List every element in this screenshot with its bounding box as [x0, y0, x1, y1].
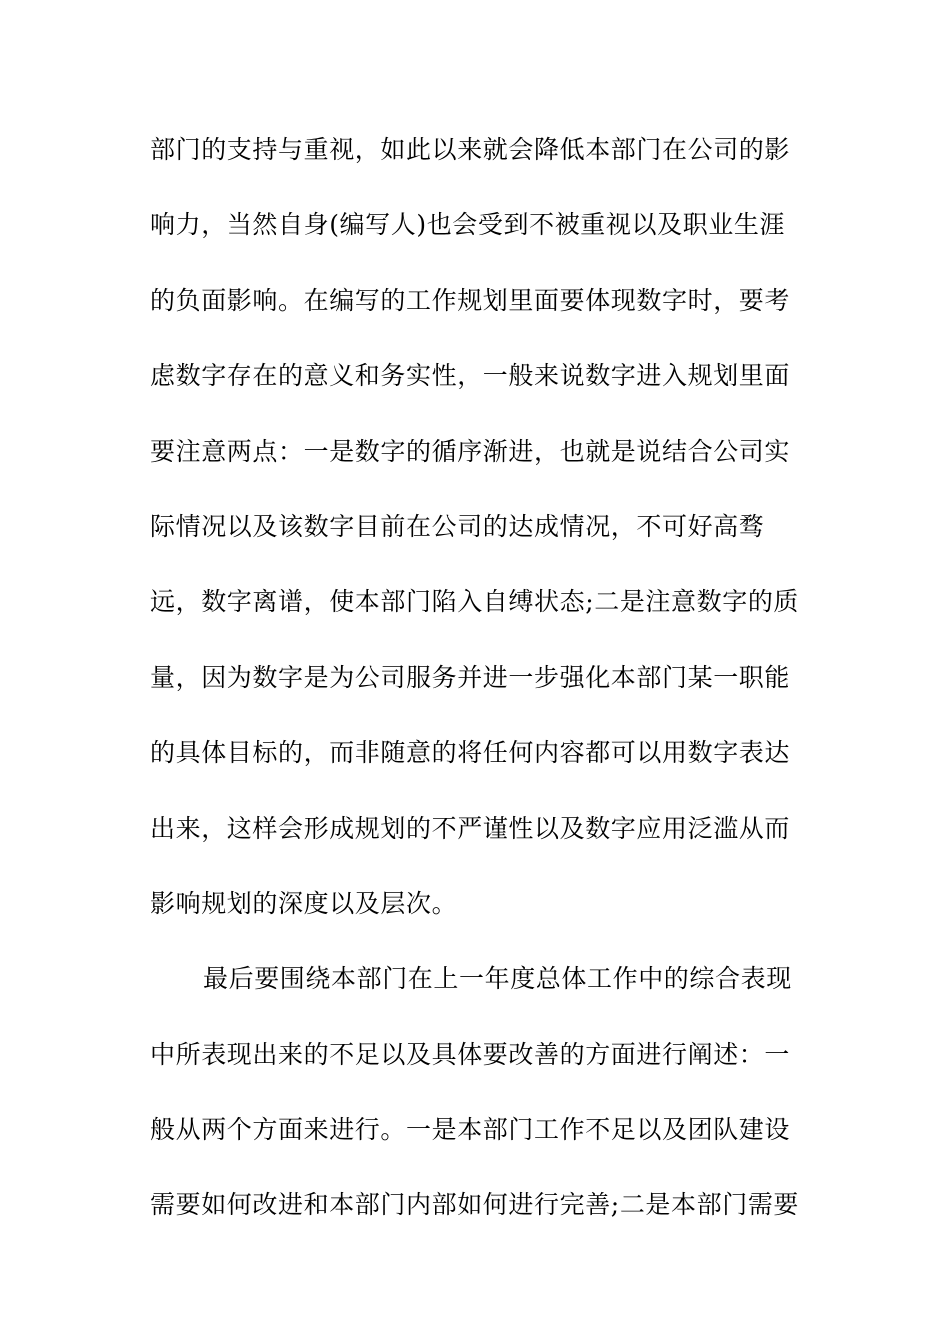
text-line: 出来，这样会形成规划的不严谨性以及数字应用泛滥从而: [150, 813, 791, 843]
body-text: [150, 127, 810, 1258]
text-line: 影响规划的深度以及层次。: [150, 888, 458, 918]
text-line: 中所表现出来的不足以及具体要改善的方面进行阐述：一: [150, 1039, 791, 1069]
text-line: 响力，当然自身(编写人)也会受到不被重视以及职业生涯: [150, 210, 786, 240]
text-line: 需要如何改进和本部门内部如何进行完善;二是本部门需要: [150, 1190, 800, 1220]
text-line: 部门的支持与重视，如此以来就会降低本部门在公司的影: [150, 135, 791, 164]
text-line: 远，数字离谱，使本部门陷入自缚状态;二是注意数字的质: [150, 587, 800, 617]
paragraph-2: [150, 956, 810, 1258]
paragraph-1: [150, 127, 810, 956]
text-line: 般从两个方面来进行。一是本部门工作不足以及团队建设: [150, 1115, 791, 1145]
text-line: 最后要围绕本部门在上一年度总体工作中的综合表现: [203, 964, 792, 994]
text-line: 虑数字存在的意义和务实性，一般来说数字进入规划里面: [150, 361, 791, 391]
text-line: 的具体目标的，而非随意的将任何内容都可以用数字表达: [150, 738, 791, 768]
text-line: 际情况以及该数字目前在公司的达成情况，不可好高骛: [150, 511, 765, 541]
text-line: 要注意两点：一是数字的循序渐进，也就是说结合公司实: [150, 436, 791, 466]
text-line: 量，因为数字是为公司服务并进一步强化本部门某一职能: [150, 662, 791, 692]
text-line: 的负面影响。在编写的工作规划里面要体现数字时，要考: [150, 285, 791, 315]
